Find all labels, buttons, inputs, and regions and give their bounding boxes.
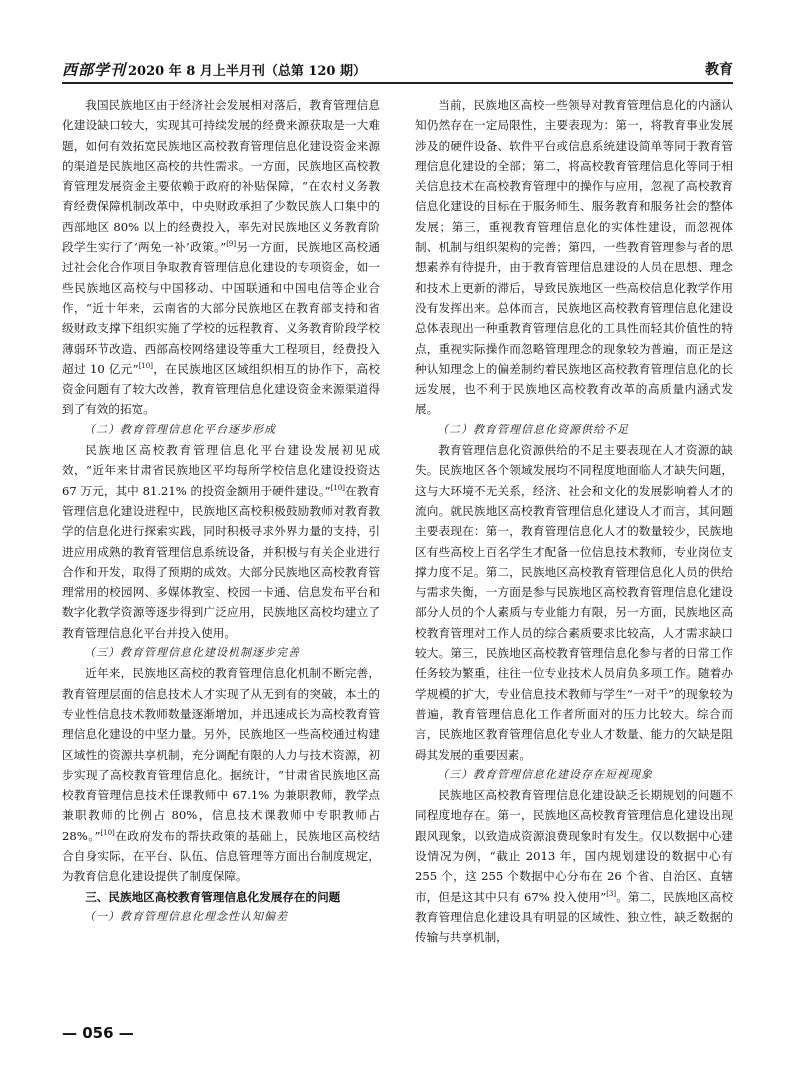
text-run: 。第二，民族地区高校教育管理信息化建设具有明显的区域性、独立性，缺乏数据的传输与共享机制， — [415, 889, 733, 945]
paragraph — [62, 95, 380, 420]
journal-logo: 西部学刊 — [62, 61, 127, 79]
citation-ref: [9] — [226, 240, 237, 249]
subsection-heading — [62, 643, 380, 663]
text-run: （三）教育管理信息化建设存在短视现象 — [437, 767, 653, 781]
subsection-heading — [62, 420, 380, 440]
text-run: （二）教育管理信息化资源供给不足 — [437, 422, 629, 436]
text-run: 另一方面，民族地区高校通过社会化合作项目争取教育管理信息化建设的专项资金，如一些民族地区高校与中国移动、中国联通和中国电信等企业合作，“近十年来，云南省的大部分民族地区在教育部支持和省级财政支撑下组织实施了学校的远程教育、义务教育阶段学校薄弱环节改造、西部高校网络建设等重大工程项目，经费投入超过 10 亿元” — [62, 240, 380, 376]
text-run: 民族地区高校教育管理信息化建设缺乏长期规划的问题不同程度地存在。第一，民族地区高校教育管理信息化建设出现跟风现象，以致造成资源浪费现象时有发生。仅以数据中心建设情况为例，“截止 2013 年，国内规划建设的数据中心有 255 个，这 255 个数据中心分布在 26 个省、自治区、直辖市，但是这其中只有 67% 投入使用” — [415, 788, 733, 904]
paragraph — [62, 663, 380, 886]
citation-ref: [10] — [100, 828, 115, 837]
subsection-heading — [415, 420, 733, 440]
text-run: 在教育管理信息化建设进程中，民族地区高校积极鼓励教师对教育教学的信息化进行探索实践，同时积极寻求外界力量的支持，引进应用成熟的教育管理信息系统设备，并积极与有关企业进行合作和开发，取得了预期的成效。大部分民族地区高校教育管理常用的校园网、多媒体教室、校园一卡通、信息发布平台和数字化教学资源等逐步得到广泛应用，民族地区高校均建立了教育管理信息化平台并投入使用。 — [62, 483, 380, 640]
header-divider — [62, 82, 733, 84]
paragraph — [62, 440, 380, 643]
text-run: ，在民族地区区域组织相互的协作下，高校资金问题有了较大改善，教育管理信息化建设资金来源渠道得到了有效的拓宽。 — [62, 361, 380, 417]
text-run: 我国民族地区由于经济社会发展相对落后，教育管理信息化建设缺口较大，实现其可持续发展的经费来源获取是一大难题，如何有效拓宽民族地区高校教育管理信息化建设资金来源的渠道是民族地区高校的共性需求。一方面，民族地区高校教育管理发展资金主要依赖于政府的补贴保障，“在农村义务教育经费保障机制改革中，中央财政承担了少数民族人口集中的西部地区 80% 以上的经费投入，率先对民族地区义务教育阶段学生实行了‘两免一补’政策。” — [62, 98, 380, 255]
text-run: 近年来，民族地区高校的教育管理信息化机制不断完善，教育管理层面的信息技术人才实现了从无到有的突破，本土的专业性信息技术教师数量逐渐增加，并迅速成长为高校教育管理信息化建设的中坚力量。另外，民族地区一些高校通过构建区域性的资源共享机制，充分调配有限的人力与技术资源，初步实现了高校教育管理信息化。据统计，“甘肃省民族地区高校教育管理信息技术任课教师中 67.1% 为兼职教师，教学点兼职教师的比例占 80%，信息技术课教师中专职教师占 28%。” — [62, 666, 380, 843]
citation-ref: [10] — [138, 362, 153, 370]
journal-title — [62, 59, 366, 80]
subsection-heading — [62, 907, 380, 927]
citation-ref: [3] — [606, 889, 617, 898]
paragraph — [415, 95, 733, 420]
text-run: （一）教育管理信息化理念性认知偏差 — [84, 909, 288, 923]
text-run: （三）教育管理信息化建设机制逐步完善 — [84, 646, 300, 660]
text-run: （二）教育管理信息化平台逐步形成 — [84, 422, 276, 436]
text-run: 三、民族地区高校教育管理信息化发展存在的问题 — [85, 889, 341, 904]
running-header — [62, 57, 733, 79]
text-run: 民族地区高校教育管理信息化平台建设发展初见成效，“近年来甘肃省民族地区平均每所学校信息化建设投资达 67 万元，其中 81.21% 的投资金额用于硬件建设。” — [62, 443, 380, 498]
citation-ref: [10] — [330, 483, 345, 492]
page-number: — 056 — — [62, 1024, 134, 1042]
text-run: 教育管理信息化资源供给的不足主要表现在人才资源的缺失。民族地区各个领域发展均不同程度地面临人才缺失问题，这与大环境不无关系，经济、社会和文化的发展影响着人才的流向。就民族地区高校教育管理信息化建设人才而言，其问题主要表现在：第一，教育管理信息化人才的数量较少，民族地区有些高校上百名学生才配备一位信息技术教师，专业岗位支撑力度不足。第二，民族地区高校教育管理信息化人员的供给与需求失衡，一方面是参与民族地区高校教育管理信息化建设部分人员的个人素质与专业能力有限，另一方面，民族地区高校教育管理对工作人员的综合素质要求比较高，人才需求缺口较大。第三，民族地区高校教育管理信息化参与者的日常工作任务较为繁重，往往一位专业技术人员肩负多项工作。随着办学规模的扩大，专业信息技术教师与学生“一对千”的现象较为普遍，教育管理信息化工作者所面对的压力比较大。综合而言，民族地区教育管理信息化专业人才数量、能力的欠缺是阻碍其发展的重要因素。 — [415, 443, 733, 762]
section-heading — [62, 887, 380, 907]
text-run: 在政府发布的帮扶政策的基础上，民族地区高校结合自身实际，在平台、队伍、信息管理等方面出台制度规定，为教育信息化建设提供了制度保障。 — [62, 828, 380, 884]
right-column — [415, 95, 733, 947]
paragraph — [415, 785, 733, 947]
subsection-heading — [415, 765, 733, 785]
section-name: 教育 — [705, 62, 733, 78]
journal-issue: 2020 年 8 月上半月刊（总第 120 期） — [128, 64, 367, 79]
left-column — [62, 95, 380, 927]
paragraph — [415, 440, 733, 765]
text-run: 当前，民族地区高校一些领导对教育管理信息化的内涵认知仍然存在一定局限性，主要表现为：第一，将教育事业发展涉及的硬件设备、软件平台或信息系统建设简单等同于教育管理信息化建设的全部；第二，将高校教育管理信息化等同于相关信息技术在高校教育管理中的操作与应用，忽视了高校教育信息化建设的目标在于服务师生、服务教育和服务社会的整体发展；第三，重视教育管理信息化的实体性建设，而忽视体制、机制与组织架构的完善；第四，一些教育管理参与者的思想素养有待提升，由于教育管理信息建设的人员在思想、理念和技术上更新的滞后，导致民族地区一些高校信息化教学作用没有发挥出来。总体而言，民族地区高校教育管理信息化建设总体表现出一种重教育管理信息化的工具性而轻其价值性的特点，重视实际操作而忽略管理理念的现象较为普遍，而正是这种认知理念上的偏差制约着民族地区高校教育管理信息化的长远发展，也不利于民族地区高校教育改革的高质量内涵式发展。 — [415, 98, 733, 417]
